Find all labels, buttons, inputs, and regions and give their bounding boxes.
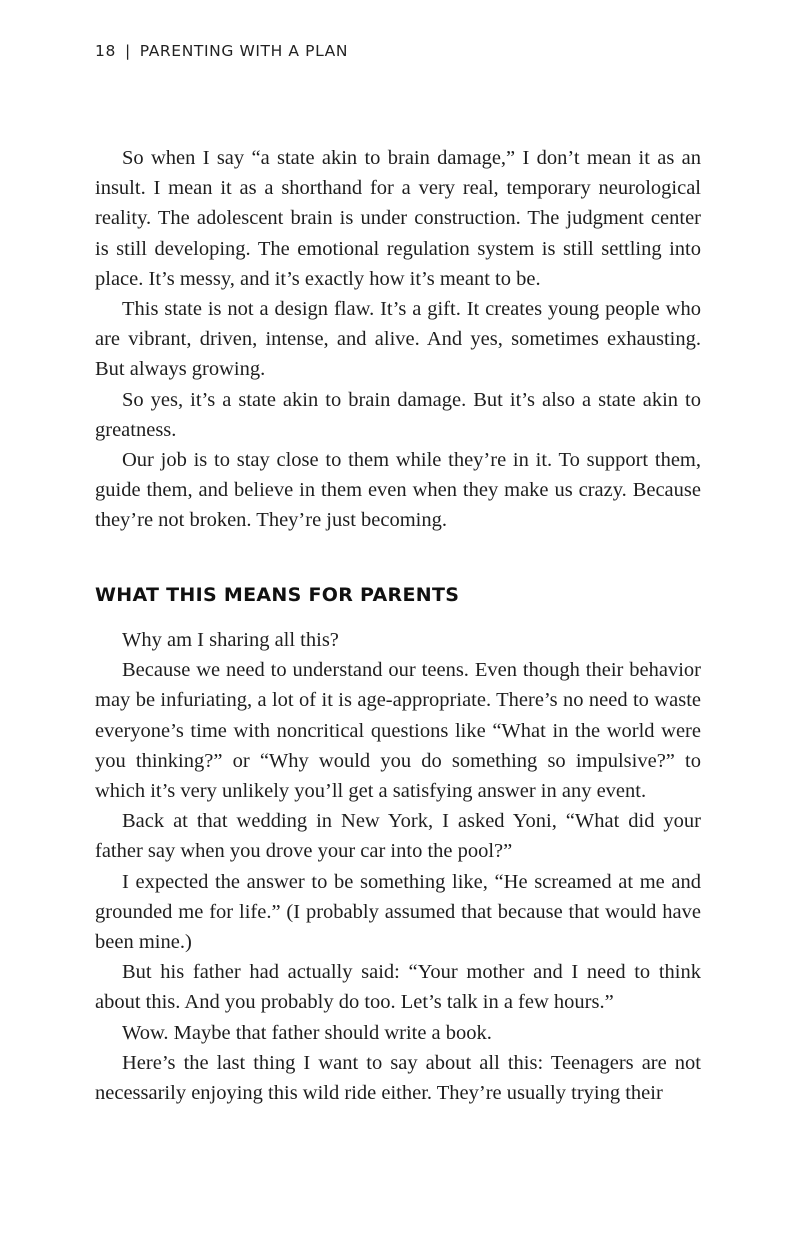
paragraph: So yes, it’s a state akin to brain damage. But it’s also a state akin to greatness. <box>95 388 701 441</box>
body-text-before-heading <box>95 143 701 536</box>
paragraph: This state is not a design flaw. It’s a gift. It creates young people who are vibrant, driven, intense, and alive. And yes, sometimes exhausting. But always growing. <box>95 298 701 381</box>
paragraph: Wow. Maybe that father should write a book. <box>122 1021 492 1044</box>
running-head <box>95 42 348 60</box>
book-title: PARENTING WITH A PLAN <box>139 42 349 60</box>
page-number: 18 <box>95 42 116 60</box>
paragraph: Here’s the last thing I want to say about all this: Teenagers are not necessarily enjoying this wild ride either. They’re usually trying their <box>95 1051 701 1105</box>
header-separator: | <box>124 42 131 60</box>
paragraph: I expected the answer to be something like, “He screamed at me and grounded me for life.” (I probably assumed that because that would have been mine.) <box>95 870 701 954</box>
section-heading: WHAT THIS MEANS FOR PARENTS <box>95 584 460 606</box>
paragraph: Back at that wedding in New York, I asked Yoni, “What did your father say when you drove your car into the pool?” <box>95 810 701 863</box>
paragraph: But his father had actually said: “Your mother and I need to think about this. And you probably do too. Let’s talk in a few hours.” <box>95 961 701 1014</box>
paragraph: So when I say “a state akin to brain damage,” I don’t mean it as an insult. I mean it as a shorthand for a very real, temporary neurological reality. The adolescent brain is under construction. The judgment center is still developing. The emotional regulation system is still settling into place. It’s messy, and it’s exactly how it’s meant to be. <box>95 147 701 290</box>
paragraph: Because we need to understand our teens. Even though their behavior may be infuriating, a lot of it is age-appropriate. There’s no need to waste everyone’s time with noncritical questions like “What in the world were you thinking?” or “Why would you do something so impulsive?” to which it’s very unlikely you’ll get a satisfying answer in any event. <box>95 659 701 803</box>
paragraph: Our job is to stay close to them while they’re in it. To support them, guide them, and believe in them even when they make us crazy. Because they’re not broken. They’re just becoming. <box>95 449 701 532</box>
paragraph: Why am I sharing all this? <box>122 629 339 651</box>
body-text-after-heading <box>95 625 701 1108</box>
